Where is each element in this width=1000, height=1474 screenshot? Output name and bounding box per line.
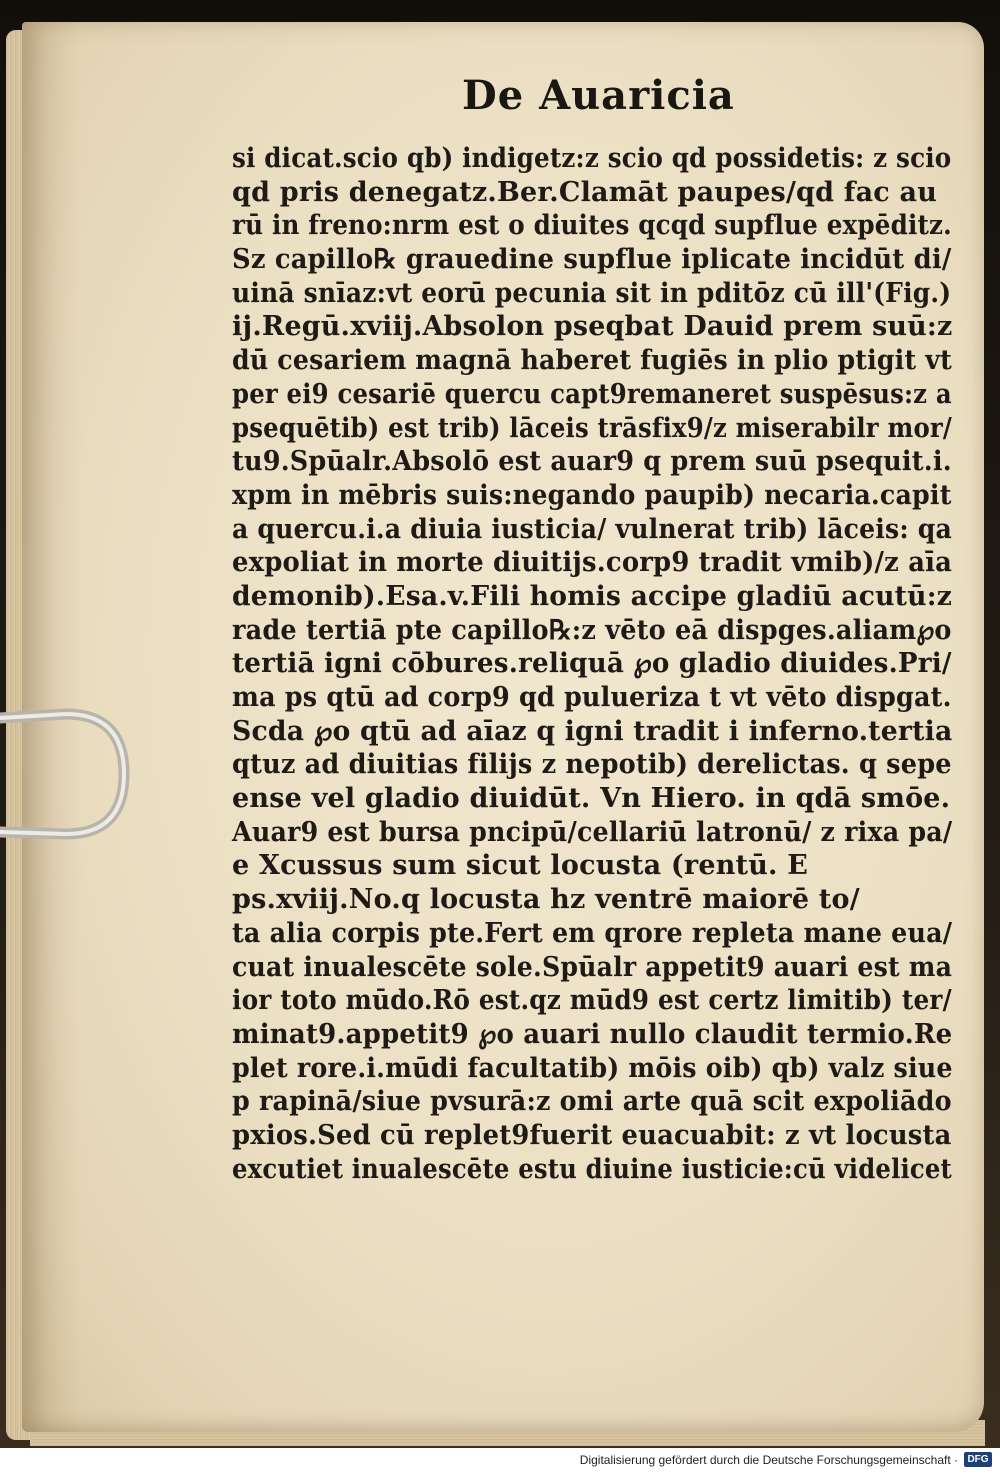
text-line: expoliat in morte diuitijs.corp9 tradit vmib)/z aīa (232, 547, 953, 579)
text-line: excutiet inualescēte estu diuine iusticie:cū videlicet (232, 1153, 952, 1185)
text-line: e Xcussus sum sicut locusta (rentū. E (232, 850, 809, 882)
text-line: p rapinā/siue pvsurā:z omi arte quā scit expoliādo (232, 1086, 952, 1118)
running-head: De Auaricia (462, 72, 735, 119)
text-line: per ei9 cesariē quercu capt9remaneret suspēsus:z a (232, 378, 952, 410)
text-line: si dicat.scio qb) indigetz:z scio qd possidetis: z scio (232, 143, 952, 174)
text-line: a quercu.i.a diuia iusticia/ vulnerat trib) lāceis: qa (232, 513, 953, 545)
text-line: psequētib) est trib) lāceis trāsfix9/z miserabilr mor/ (232, 412, 953, 444)
text-line: demonib).Esa.v.Fili homis accipe gladiū acutū:z (232, 580, 953, 612)
text-line: pxios.Sed cū replet9fuerit euacuabit: z vt locusta (232, 1119, 952, 1151)
text-line: cuat inualescēte sole.Spūalr appetit9 auari est ma (232, 951, 953, 983)
text-line: minat9.appetit9 ℘o auari nullo claudit termio.Re (232, 1018, 953, 1050)
dfg-logo: DFG (964, 1452, 992, 1467)
paper-clip-icon (0, 700, 134, 850)
text-line: plet rore.i.mūdi facultatib) mōis oib) qb) valz siue (232, 1052, 953, 1084)
text-line: ma ps qtū ad corp9 qd pulueriza t vt vēto dispgat. (232, 682, 952, 713)
text-line: ense vel gladio diuidūt. Vn Hiero. in qdā smōe. (232, 783, 951, 815)
text-line: Auar9 est bursa pncipū/cellariū latronū/ z rixa pa/ (232, 816, 953, 848)
text-line: ior toto mūdo.Rō est.qz mūd9 est certz limitib) ter/ (232, 985, 952, 1017)
text-line: qd pris denegatz.Ber.Clamāt paupes/qd fac au (232, 176, 938, 208)
text-line: Scda ℘o qtū ad aīaz q igni tradit i inferno.tertia (232, 715, 953, 747)
text-line: Sz capillo℞ grauedine supflue iplicate incidūt di/ (232, 244, 952, 276)
text-line: dū cesariem magnā haberet fugiēs in plio ptigit vt (232, 345, 952, 377)
text-line: ps.xviij.No.q locusta hz ventrē maiorē to/ (232, 884, 860, 916)
text-line: xpm in mēbris suis:negando paupib) necaria.capit (232, 479, 952, 511)
text-line: qtuz ad diuitias filijs z nepotib) derelictas. q sepe (232, 749, 952, 781)
text-line: ta alia corpis pte.Fert em qrore repleta mane eua/ (232, 917, 953, 949)
text-line: tertiā igni cōbures.reliquā ℘o gladio diuides.Pri/ (232, 648, 952, 680)
text-block (232, 142, 952, 1186)
funding-credit: Digitalisierung gefördert durch die Deutsche Forschungsgemeinschaft · (579, 1453, 958, 1467)
text-line: uinā snīaz:vt eorū pecunia sit in pditōz cū ill'(Fig.) (232, 277, 952, 309)
text-line: rū in freno:nrm est o diuites qcqd supflue expēditz. (232, 210, 952, 242)
text-line: rade tertiā pte capillo℞:z vēto eā dispges.aliam℘o (232, 614, 952, 646)
text-line: ij.Regū.xviij.Absolon pseqbat Dauid prem suū:z (232, 311, 953, 343)
text-line: tu9.Spūalr.Absolō est auar9 q prem suū psequit.i. (232, 446, 952, 478)
book-page (22, 22, 984, 1432)
